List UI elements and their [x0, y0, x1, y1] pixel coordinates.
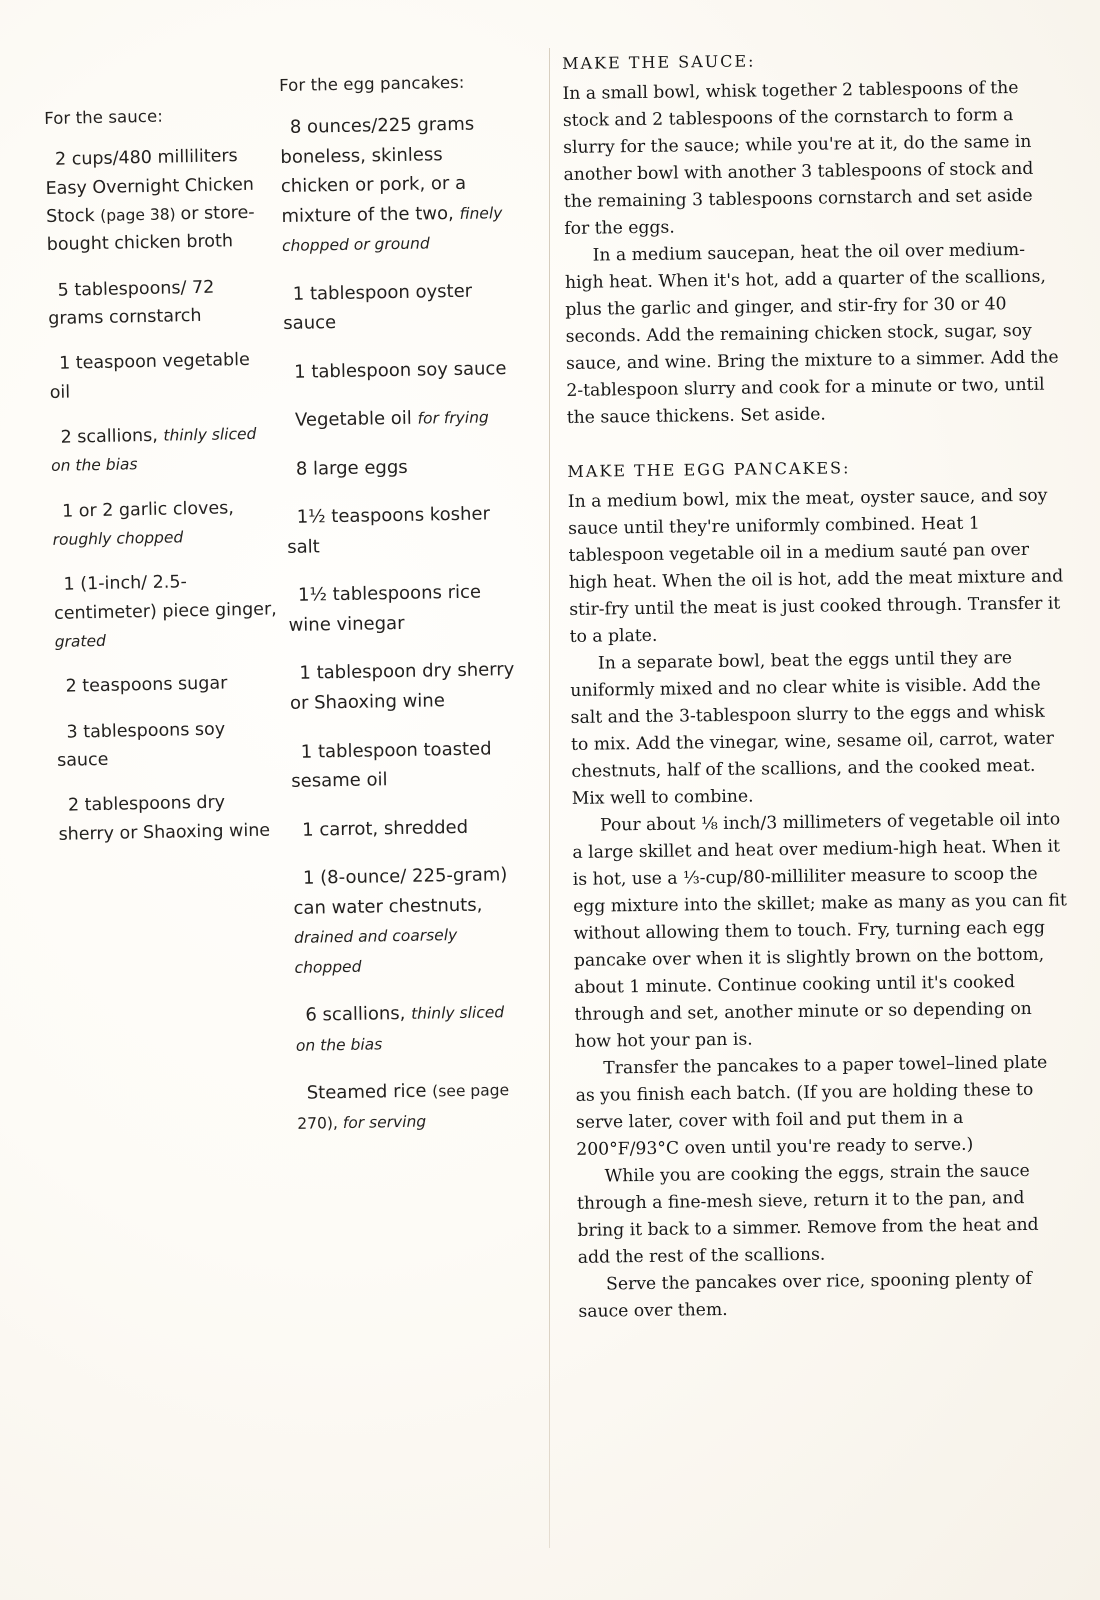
ingredient-text: 1 (8-ounce/ 225-gram) can water chestnuts,	[293, 864, 508, 919]
method-paragraph: Pour about ⅛ inch/3 millimeters of vegetable oil into a large skillet and heat over medium-high heat. When it is hot, use a ⅓-cup/80-milliliter measure to scoop the egg mixture into the skillet; make as many as you can fit without allowing them to touch. Fry, turning each egg pancake over when it is slightly brown on the bottom, about 1 minute. Continue cooking until it's cooked through and set, another minute or so depending on how hot your pan is.	[572, 809, 1067, 1052]
ingredient-item	[289, 655, 522, 718]
ingredient-text: 1 tablespoon oyster sauce	[283, 280, 473, 335]
ingredient-item	[286, 451, 518, 485]
ingredient-item	[291, 733, 524, 796]
ingredient-note: thinly sliced on the bias	[51, 424, 257, 476]
ingredient-item	[55, 669, 281, 702]
ingredient-item	[284, 354, 516, 388]
ingredient-page-ref: (see page 270),	[297, 1081, 510, 1133]
ingredient-note: finely chopped or ground	[281, 203, 503, 256]
ingredient-item	[52, 493, 278, 554]
ingredient-item	[292, 811, 524, 845]
column-divider	[549, 48, 550, 1548]
ingredient-note: thinly sliced on the bias	[295, 1003, 505, 1055]
method-paragraph: Transfer the pancakes to a paper towel–lined plate as you finish each batch. (If you are holding these to serve later, cover with foil and put them in a 200°F/93°C oven until you're ready to serve.)	[575, 1052, 1048, 1160]
ingredient-item	[56, 714, 282, 775]
ingredient-text: Steamed rice	[306, 1080, 433, 1104]
ingredient-item	[295, 997, 528, 1060]
ingredient-note: grated	[54, 631, 107, 651]
ingredient-item	[280, 109, 515, 261]
ingredient-text: 1 tablespoon toasted sesame oil	[291, 737, 492, 792]
ingredient-text: 5 tablespoons/ 72 grams cornstarch	[48, 277, 215, 329]
ingredient-text: 2 cups/480 milliliters Easy Overnight Chicken Stock	[45, 146, 255, 227]
ingredient-text: 2 teaspoons sugar	[65, 673, 228, 698]
ingredient-note: for serving	[342, 1112, 427, 1132]
method-paragraph: In a small bowl, whisk together 2 tablespoons of the stock and 2 tablespoons of the cornstarch to form a slurry for the sauce; while you're at it, do the same in another bowl with another 3 tablespoons of stock and the remaining 3 tablespoons cornstarch and set aside for the eggs.	[562, 78, 1034, 239]
ingredient-item	[297, 1075, 530, 1138]
method-heading-sauce: MAKE THE SAUCE:	[562, 51, 756, 73]
ingredient-item	[50, 419, 276, 480]
ingredient-item	[293, 860, 527, 982]
method-paragraph: In a medium saucepan, heat the oil over medium-high heat. When it's hot, add a quarter of the scallions, plus the garlic and ginger, and stir-fry for 30 or 40 seconds. Add the remaining chicken stock, sugar, soy sauce, and wine. Bring the mixture to a simmer. Add the 2-tablespoon slurry and cook for a minute or two, until the sauce thickens. Set aside.	[564, 239, 1059, 428]
ingredient-item	[47, 272, 273, 333]
ingredient-item	[286, 499, 519, 562]
ingredient-item	[53, 567, 280, 657]
ingredient-item	[58, 788, 284, 849]
method-paragraph: In a separate bowl, beat the eggs until they are uniformly mixed and no clear white is visible. Add the salt and the 3-tablespoon slurry to the eggs and whisk to mix. Add the vinegar, wine, sesame oil, carrot, water chestnuts, half of the scallions, and the cooked meat. Mix well to combine.	[570, 648, 1055, 809]
ingredient-text: 2 scallions,	[60, 425, 164, 448]
ingredient-note: for frying	[417, 408, 489, 429]
ingredient-text: 1 teaspoon vegetable oil	[49, 350, 250, 403]
ingredients-column-sauce	[44, 103, 284, 866]
ingredient-item	[49, 346, 275, 407]
method-section-egg-pancakes	[567, 455, 1073, 1325]
method-column	[562, 48, 1074, 1326]
ingredients-heading-sauce: For the sauce:	[44, 106, 164, 128]
ingredient-text: 2 tablespoons dry sherry or Shaoxing wine	[58, 792, 271, 845]
ingredient-page-ref: (page 38)	[99, 205, 181, 225]
ingredient-note: drained and coarsely chopped	[293, 926, 458, 977]
ingredient-tail: or store-bought chicken broth	[46, 202, 255, 256]
method-section-sauce	[562, 48, 1062, 432]
ingredient-text: 1 or 2 garlic cloves,	[61, 497, 235, 522]
ingredient-text: 1½ teaspoons kosher salt	[287, 503, 491, 558]
ingredient-text: 8 large eggs	[295, 456, 408, 480]
ingredient-item	[285, 402, 517, 436]
ingredient-text: 1 (1-inch/ 2.5-centimeter) piece ginger,	[53, 572, 277, 624]
ingredient-note: roughly chopped	[52, 528, 184, 549]
ingredient-text: 8 ounces/225 grams boneless, skinless chicken or pork, or a mixture of the two,	[280, 113, 475, 227]
ingredient-text: 1 carrot, shredded	[301, 816, 469, 841]
ingredients-column-egg-pancakes	[279, 71, 530, 1157]
ingredient-text: 3 tablespoons soy sauce	[56, 719, 226, 771]
method-paragraph: While you are cooking the eggs, strain the sauce through a fine-mesh sieve, return it to the pan, and bring it back to a simmer. Remove from the heat and add the rest of the scallions.	[576, 1160, 1039, 1268]
method-heading-egg-pancakes: MAKE THE EGG PANCAKES:	[567, 458, 851, 481]
ingredients-heading-egg-pancakes: For the egg pancakes:	[279, 72, 465, 95]
ingredient-text: 1 tablespoon soy sauce	[294, 357, 507, 383]
ingredient-text: 6 scallions,	[305, 1002, 412, 1026]
ingredient-item	[45, 142, 272, 260]
ingredient-text: 1 tablespoon dry sherry or Shaoxing wine	[289, 659, 515, 714]
ingredient-text: Vegetable oil	[294, 408, 418, 432]
ingredient-item	[283, 276, 516, 339]
ingredient-text: 1½ tablespoons rice wine vinegar	[288, 582, 482, 636]
method-paragraph: Serve the pancakes over rice, spooning plenty of sauce over them.	[578, 1268, 1032, 1322]
method-paragraph: In a medium bowl, mix the meat, oyster sauce, and soy sauce until they're uniformly combined. Heat 1 tablespoon vegetable oil in a medium sauté pan over high heat. When the oil is hot, add the meat mixture and stir-fry until the meat is just cooked through. Transfer it to a plate.	[567, 485, 1064, 647]
ingredient-item	[288, 577, 521, 640]
